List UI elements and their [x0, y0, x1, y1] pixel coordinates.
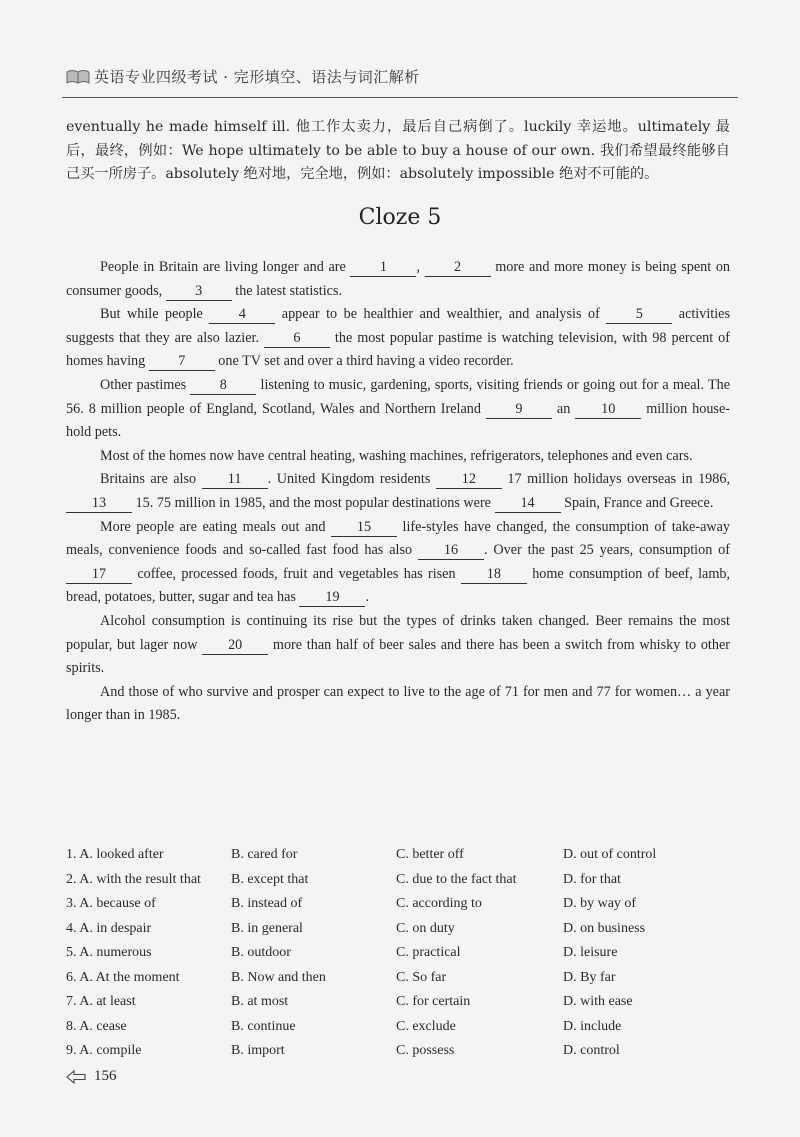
blank-20: 20 [202, 636, 268, 655]
text: But while people [100, 306, 210, 323]
text: more than half of beer sales and there has been a switch from whisky to other spirits. [66, 636, 730, 677]
text: million house-hold pets. [66, 400, 730, 441]
blank-17: 17 [66, 565, 132, 584]
blank-15: 15 [331, 518, 397, 537]
text: , [416, 259, 425, 275]
option-c: C. according to [396, 896, 482, 912]
blank-16: 16 [418, 541, 484, 560]
option-d: D. leisure [563, 945, 618, 961]
section-title: Cloze 5 [358, 205, 442, 230]
option-b: B. continue [231, 1018, 296, 1034]
paragraph-8 [66, 681, 730, 728]
page-number: 156 [94, 1068, 117, 1084]
option-a: 2. A. with the result that [66, 871, 201, 887]
header-title: 英语专业四级考试 · 完形填空、语法与词汇解析 [94, 68, 420, 86]
text: the latest statistics. [231, 282, 343, 299]
option-row-4 [66, 917, 746, 942]
option-b: B. outdoor [231, 945, 291, 961]
option-a: 5. A. numerous [66, 945, 152, 961]
paragraph-2 [66, 303, 730, 374]
option-d: D. by way of [563, 896, 637, 912]
text: one TV set and over a third having a video recorder. [214, 353, 514, 370]
option-b: B. in general [231, 920, 303, 936]
option-row-7 [66, 990, 746, 1015]
cloze-passage [66, 256, 730, 728]
option-row-9 [66, 1039, 746, 1064]
option-b: B. instead of [231, 896, 303, 912]
arrow-left-icon [66, 1070, 86, 1084]
text: People in Britain are living longer and are [100, 259, 351, 275]
paragraph-5 [66, 468, 730, 515]
option-row-6 [66, 966, 746, 991]
option-a: 1. A. looked after [66, 847, 164, 863]
text: more and more money is being spent on consumer goods, [66, 259, 731, 299]
option-c: C. practical [396, 945, 461, 961]
blank-2: 2 [425, 258, 491, 277]
book-icon [66, 69, 90, 85]
text: an [551, 400, 576, 417]
text: coffee, processed foods, fruit and vegetables has risen [132, 565, 461, 582]
text: Other pastimes [100, 376, 191, 393]
blank-11: 11 [202, 470, 268, 489]
blank-19: 19 [299, 588, 365, 607]
option-d: D. with ease [563, 994, 633, 1010]
option-b: B. cared for [231, 847, 298, 863]
text: . United Kingdom residents [267, 471, 436, 488]
option-a: 9. A. compile [66, 1043, 142, 1059]
option-b: B. at most [231, 994, 289, 1010]
text: Britains are also [100, 471, 202, 488]
option-c: C. on duty [396, 920, 455, 936]
blank-9: 9 [486, 400, 552, 419]
text: appear to be healthier and wealthier, and analysis of [275, 306, 607, 323]
option-d: D. By far [563, 969, 616, 985]
blank-13: 13 [66, 494, 132, 513]
paragraph-1 [66, 256, 730, 303]
running-header [66, 66, 736, 87]
option-row-8 [66, 1015, 746, 1040]
text: . Over the past 25 years, consumption of [483, 542, 730, 559]
text: And those of who survive and prosper can expect to live to the age of 71 for men and 77 for women… a year longer than in 1985. [66, 683, 730, 724]
blank-4: 4 [209, 305, 275, 324]
blank-12: 12 [436, 470, 502, 489]
option-c: C. exclude [396, 1018, 456, 1034]
text: More people are eating meals out and [100, 518, 331, 535]
intro-paragraph: eventually he made himself ill. 他工作太卖力，最后自己病倒了。luckily 幸运地。ultimately 最后，最终，例如：We hope ultimately to be able to buy a house of our own. 我们希望最终能够自己买一所房子。absolutely 绝对地，完全地，例如：absolutely impossible 绝对不可能的。 [66, 119, 730, 182]
option-a: 8. A. cease [66, 1018, 127, 1034]
blank-18: 18 [461, 565, 527, 584]
text: . [365, 589, 369, 606]
text: the most popular pastime is watching television, with 98 percent of homes having [66, 329, 730, 370]
option-a: 6. A. At the moment [66, 969, 180, 985]
blank-3: 3 [166, 282, 232, 301]
option-a: 4. A. in despair [66, 920, 152, 936]
option-d: D. on business [563, 920, 646, 936]
option-c: C. for certain [396, 994, 471, 1010]
option-c: C. possess [396, 1043, 455, 1059]
blank-14: 14 [495, 494, 561, 513]
option-b: B. import [231, 1043, 285, 1059]
text: home consumption of beef, lamb, bread, potatoes, butter, sugar and tea has [66, 565, 730, 606]
option-d: D. control [563, 1043, 620, 1059]
option-row-3 [66, 892, 746, 917]
option-c: C. So far [396, 969, 447, 985]
option-a: 3. A. because of [66, 896, 156, 912]
text: life-styles have changed, the consumption of take-away meals, convenience foods and so-called fast food has also [66, 518, 730, 559]
paragraph-4 [66, 445, 730, 469]
option-d: D. include [563, 1018, 622, 1034]
text: 15. 75 million in 1985, and the most popular destinations were [132, 494, 495, 511]
text: activities suggests that they are also lazier. [66, 306, 730, 346]
text: listening to music, gardening, sports, visiting friends or going out for a meal. The 56. 8 million people of England, Scotland, Wales and Northern Ireland [66, 376, 730, 417]
paragraph-3 [66, 374, 730, 445]
blank-1: 1 [350, 258, 416, 277]
option-row-5 [66, 941, 746, 966]
option-row-1 [66, 843, 746, 868]
option-b: B. Now and then [231, 969, 326, 985]
option-b: B. except that [231, 871, 309, 887]
blank-8: 8 [190, 376, 256, 395]
paragraph-7 [66, 610, 730, 681]
option-c: C. better off [396, 847, 464, 863]
blank-5: 5 [606, 305, 672, 324]
blank-10: 10 [575, 400, 641, 419]
answer-options [66, 843, 746, 1064]
option-row-2 [66, 868, 746, 893]
text: Alcohol consumption is continuing its rise but the types of drinks taken changed. Beer remains the most popular, but lager now [66, 612, 730, 653]
blank-7: 7 [149, 352, 215, 371]
paragraph-6 [66, 516, 730, 610]
page-footer [66, 1068, 117, 1085]
text: Most of the homes now have central heating, washing machines, refrigerators, telephones and even cars. [100, 447, 693, 464]
option-d: D. out of control [563, 847, 657, 863]
text: Spain, France and Greece. [560, 494, 714, 511]
option-a: 7. A. at least [66, 994, 136, 1010]
blank-6: 6 [264, 329, 330, 348]
option-d: D. for that [563, 871, 621, 887]
text: 17 million holidays overseas in 1986, [501, 471, 730, 488]
header-rule [62, 97, 738, 98]
option-c: C. due to the fact that [396, 871, 517, 887]
